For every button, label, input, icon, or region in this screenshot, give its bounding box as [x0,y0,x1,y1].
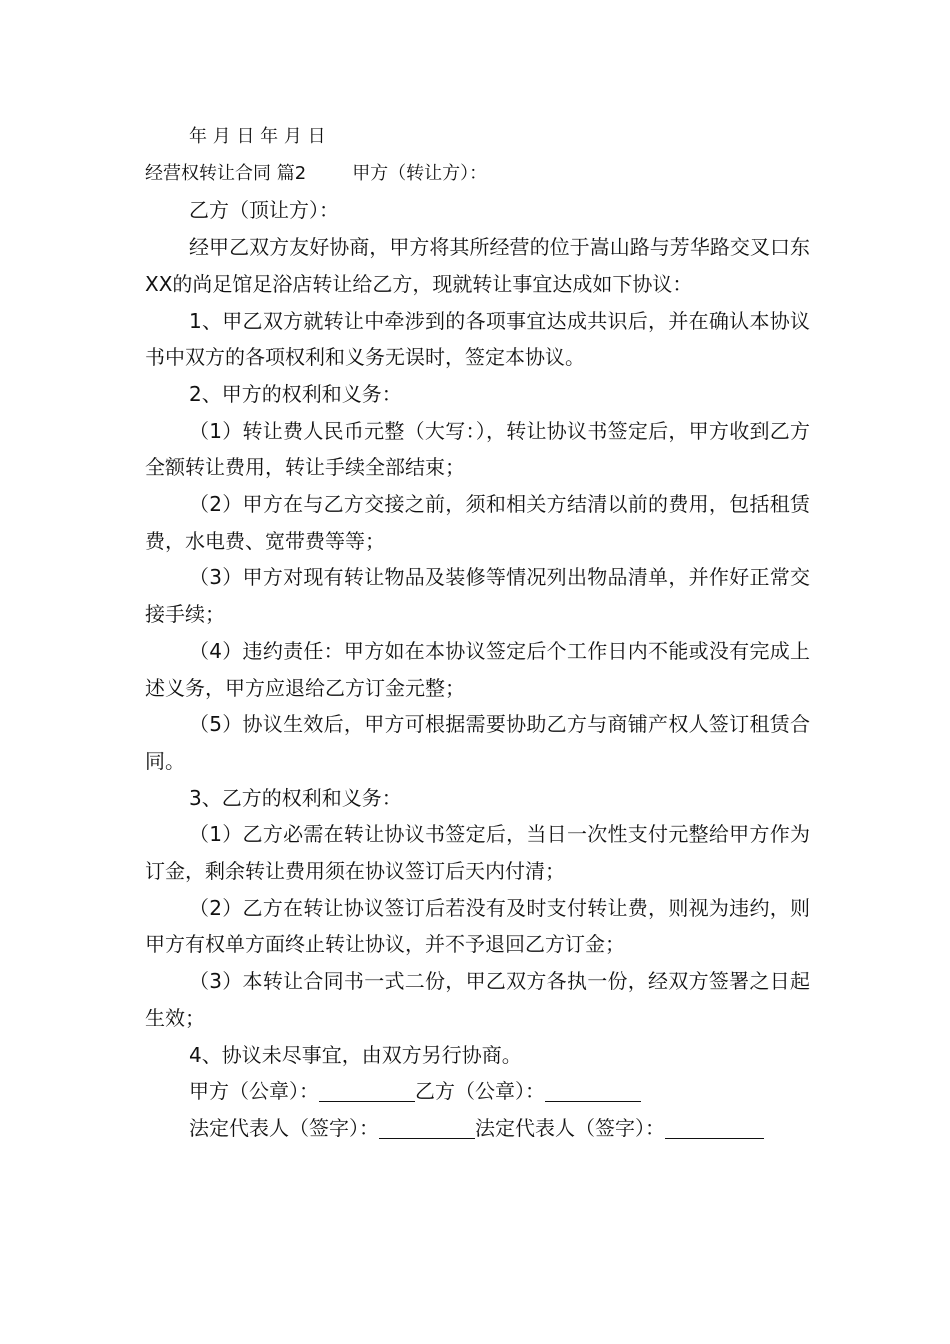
party-b-rep-blank-continued [731,1116,764,1139]
clause-3-3: （3）本转让合同书一式二份，甲乙双方各执一份，经双方签署之日起生效； [145,969,810,1030]
title-line [145,156,810,193]
clause-2-4: （4）违约责任：甲方如在本协议签定后个工作日内不能或没有完成上述义务，甲方应退给乙方订金元整； [145,638,810,700]
clause-1: 1、甲乙双方就转让中牵涉到的各项事宜达成共识后，并在确认本协议书中双方的各项权利和义务无误时，签定本协议。 [145,308,810,370]
clause-3-2: （2）乙方在转让协议签订后若没有及时支付转让费，则视为违约，则甲方有权单方面终止转让协议，并不予退回乙方订金； [145,895,810,957]
clause-3-1: （1）乙方必需在转让协议书签定后，当日一次性支付元整给甲方作为订金，剩余转让费用须在协议签订后天内付清； [145,822,810,884]
clause-3-heading: 3、乙方的权利和义务： [189,785,402,810]
party-a-seal-label: 甲方（公章）： [189,1079,319,1104]
party-b-seal-label: 乙方（公章）： [415,1079,545,1104]
party-a-rep-blank [379,1116,475,1139]
clause-2-2: （2）甲方在与乙方交接之前，须和相关方结清以前的费用，包括租赁费，水电费、宽带费等等； [145,492,810,553]
clause-2-1: （1）转让费人民币元整（大写：），转让协议书签定后，甲方收到乙方全额转让费用，转让手续全部结束； [145,418,810,480]
representative-signature-line [145,1110,810,1147]
clause-2-heading: 2、甲方的权利和义务： [189,381,402,406]
intro-paragraph: 经甲乙双方友好协商，甲方将其所经营的位于嵩山路与芳华路交叉口东XX的尚足馆足浴店转让给乙方，现就转让事宜达成如下协议： [145,235,810,296]
clause-2-5: （5）协议生效后，甲方可根据需要协助乙方与商铺产权人签订租赁合同。 [145,712,810,773]
party-a-heading: 甲方（转让方）： [352,162,488,184]
document-body [145,119,810,1147]
party-b-rep-blank [665,1116,731,1139]
party-b-rep-label: 法定代表人（签字）： [475,1115,665,1140]
seal-signature-line [145,1073,810,1110]
party-b-heading: 乙方（顶让方）： [189,198,339,223]
clause-2-3: （3）甲方对现有转让物品及装修等情况列出物品清单，并作好正常交接手续； [145,565,810,627]
clause-4: 4、协议未尽事宜，由双方另行协商。 [189,1042,522,1067]
party-a-seal-blank [319,1079,415,1102]
contract-title: 经营权转让合同 篇2 [145,162,307,184]
date-line-text: 年 月 日 年 月 日 [189,126,326,147]
party-a-rep-label: 法定代表人（签字）： [189,1115,379,1140]
date-line [145,119,810,156]
party-b-seal-blank [545,1079,641,1102]
